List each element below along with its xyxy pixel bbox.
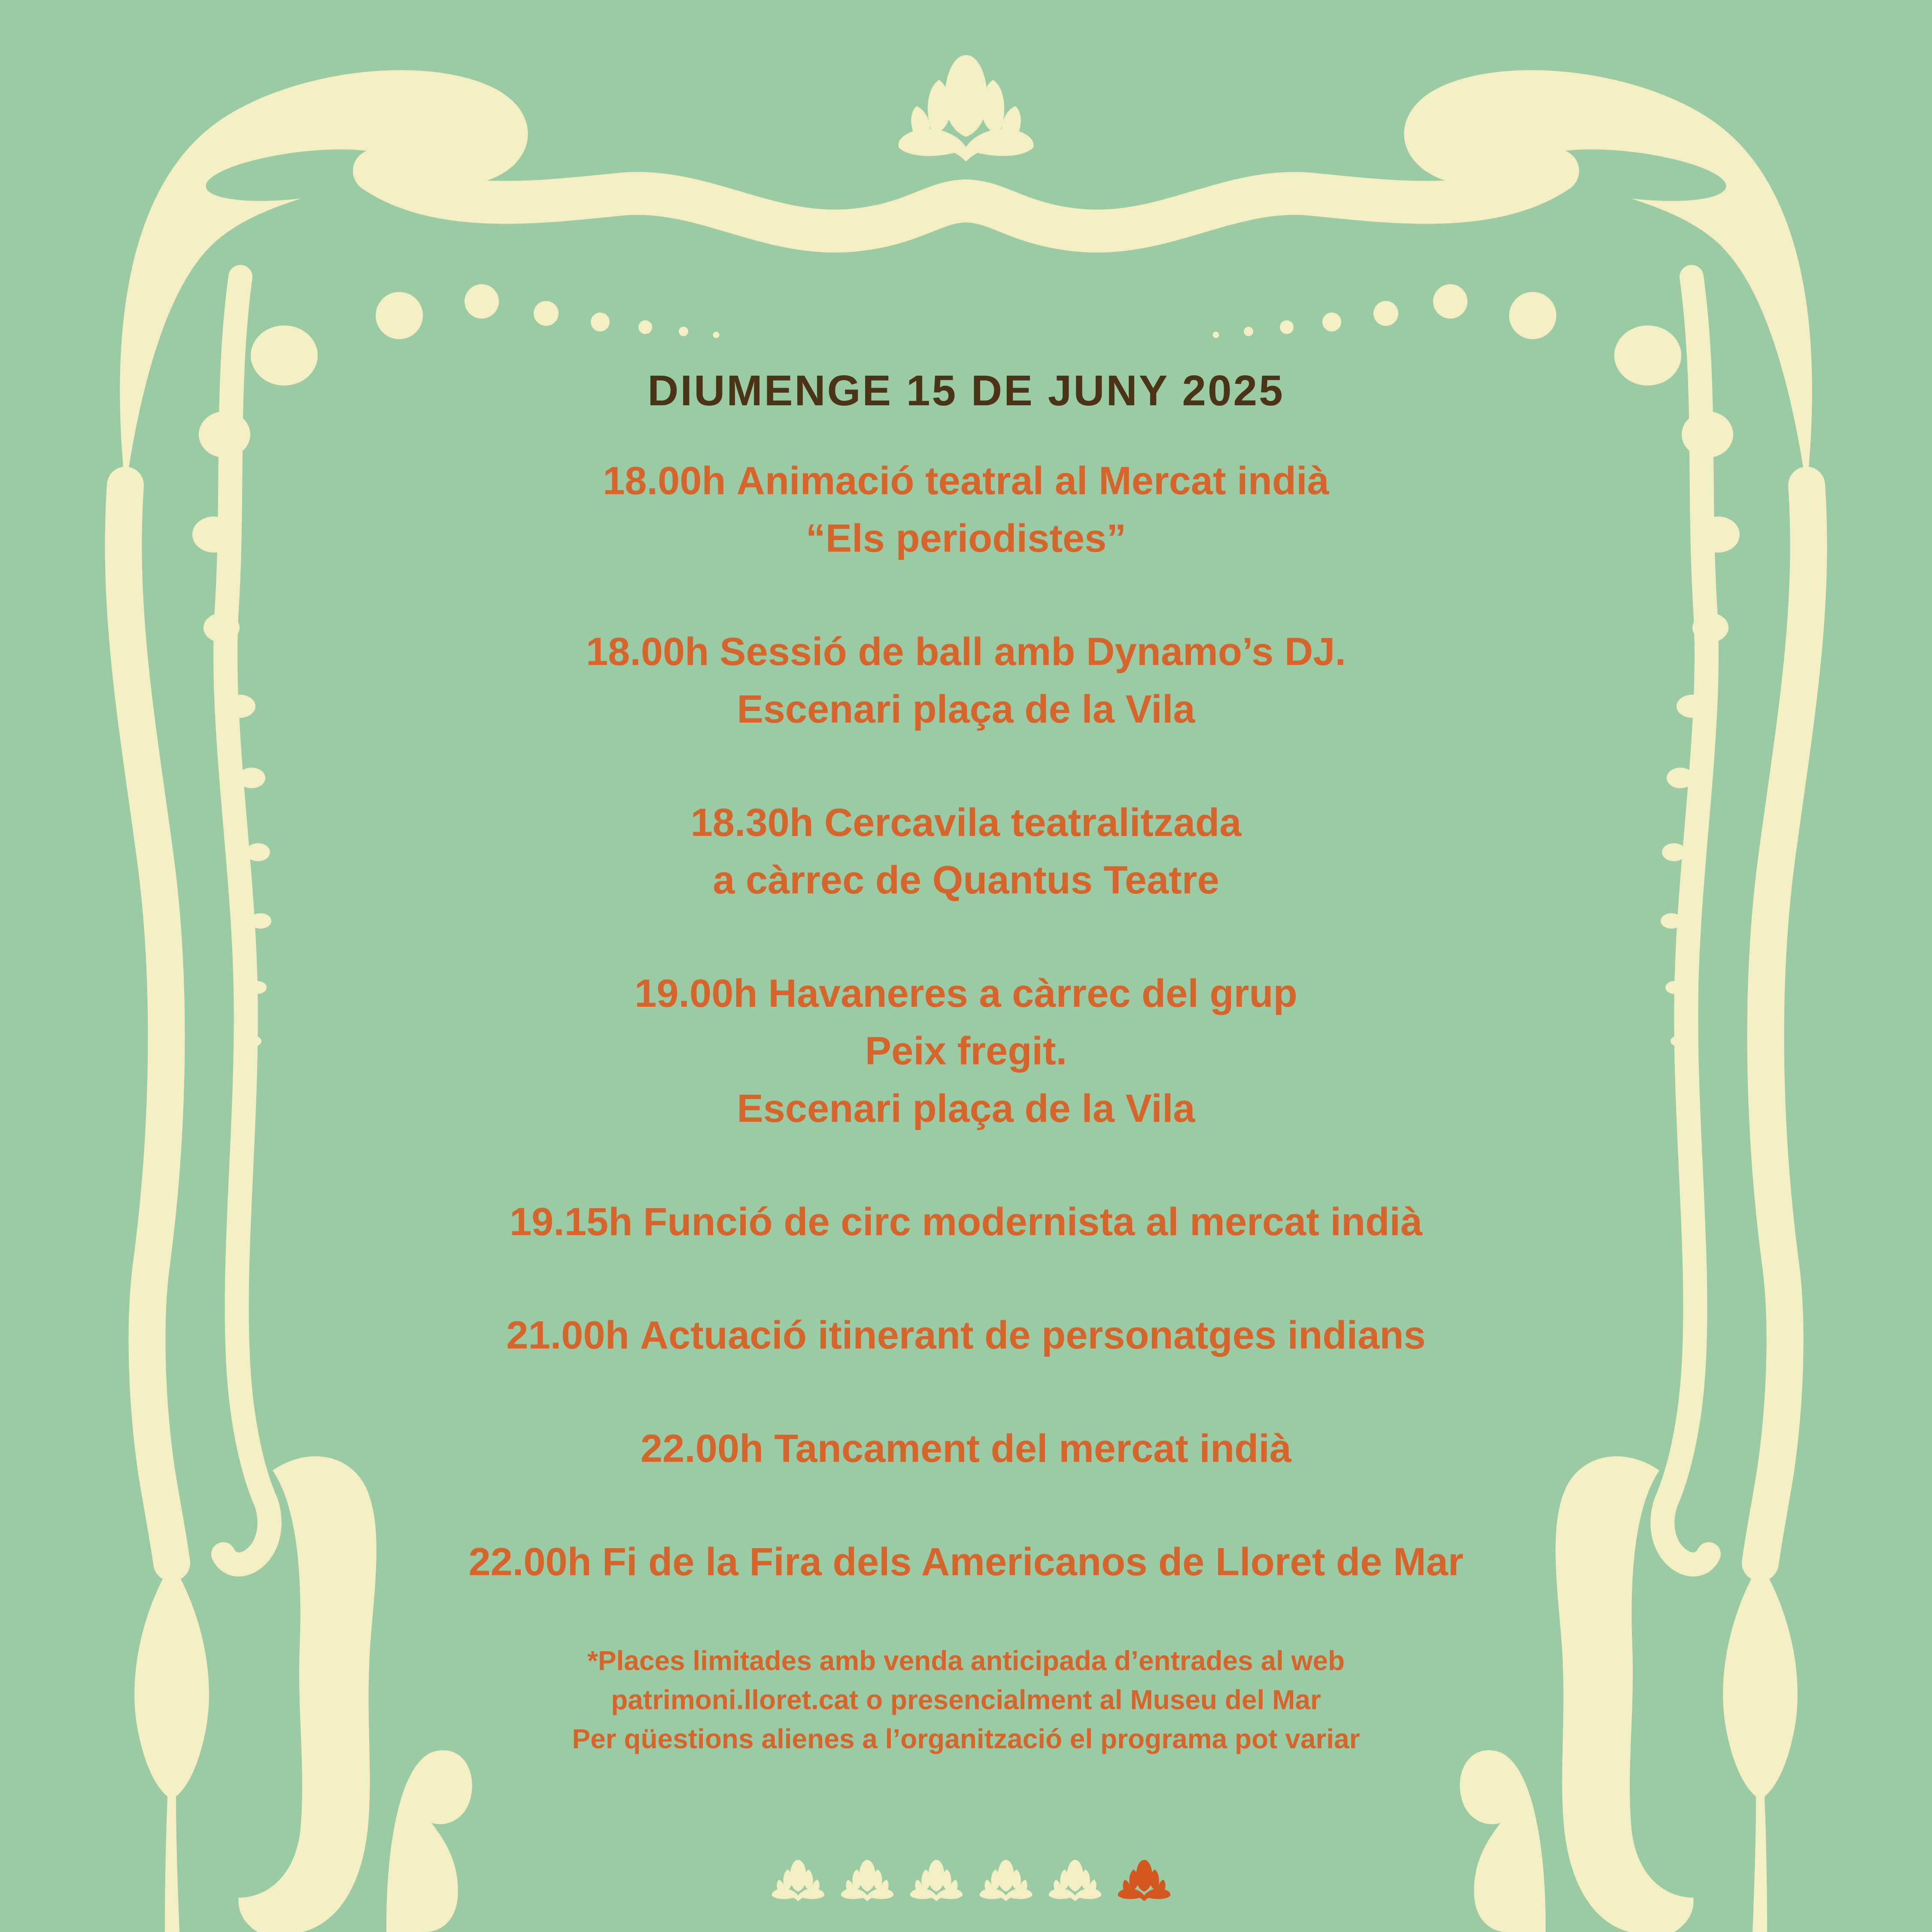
event-item [0, 794, 1932, 909]
date-heading: DIUMENGE 15 DE JUNY 2025 [647, 367, 1285, 415]
event-item [0, 1533, 1932, 1591]
event-text: Sessió de ball amb Dynamo’s DJ. [720, 630, 1346, 674]
event-text: Cercavila teatralitzada [824, 801, 1242, 844]
event-item [0, 1306, 1932, 1364]
event-text: Havaneres a càrrec del grup [768, 972, 1297, 1015]
footnote-line: *Places limitades amb venda anticipada d’entrades al web [587, 1645, 1345, 1676]
event-time: 18.00h [603, 459, 726, 503]
event-time: 19.15h [509, 1200, 633, 1244]
event-time: 21.00h [506, 1313, 629, 1357]
event-time: 18.30h [690, 801, 814, 844]
program-content [0, 367, 1932, 1759]
event-text: Funció de circ modernista al mercat indià [643, 1200, 1423, 1244]
shell-icon [841, 1860, 893, 1901]
footnote-line: patrimoni.lloret.cat o presencialment al Museu del Mar [611, 1684, 1321, 1715]
event-text: Fi de la Fira dels Americanos de Lloret de Mar [602, 1540, 1464, 1584]
event-time: 22.00h [468, 1540, 592, 1584]
event-text: Actuació itinerant de personatges indians [640, 1313, 1426, 1357]
footnote-line: Per qüestions alienes a l’organització el programa pot variar [572, 1723, 1360, 1754]
event-time: 18.00h [586, 630, 709, 674]
shell-icon [980, 1860, 1032, 1901]
event-text: Animació teatral al Mercat indià [736, 459, 1329, 503]
footnotes [0, 1641, 1932, 1759]
event-item [0, 623, 1932, 738]
event-text: Tancament del mercat indià [774, 1427, 1292, 1470]
shell-icon-orange [1118, 1860, 1170, 1901]
event-text: Escenari plaça de la Vila [737, 687, 1195, 731]
shell-icon [910, 1860, 963, 1901]
shell-icon [1049, 1860, 1101, 1901]
event-item [0, 1420, 1932, 1477]
bottom-shell-row [772, 1860, 1170, 1901]
event-time: 22.00h [640, 1427, 764, 1470]
event-text: “Els periodistes” [805, 516, 1127, 560]
top-shell-icon [898, 55, 1033, 161]
event-time: 19.00h [635, 972, 758, 1015]
event-text: Escenari plaça de la Vila [737, 1087, 1195, 1130]
event-item [0, 1193, 1932, 1251]
event-item [0, 965, 1932, 1137]
event-text: Peix fregit. [865, 1029, 1067, 1073]
event-text: a càrrec de Quantus Teatre [713, 858, 1219, 902]
shell-icon [772, 1860, 824, 1901]
event-item [0, 452, 1932, 567]
